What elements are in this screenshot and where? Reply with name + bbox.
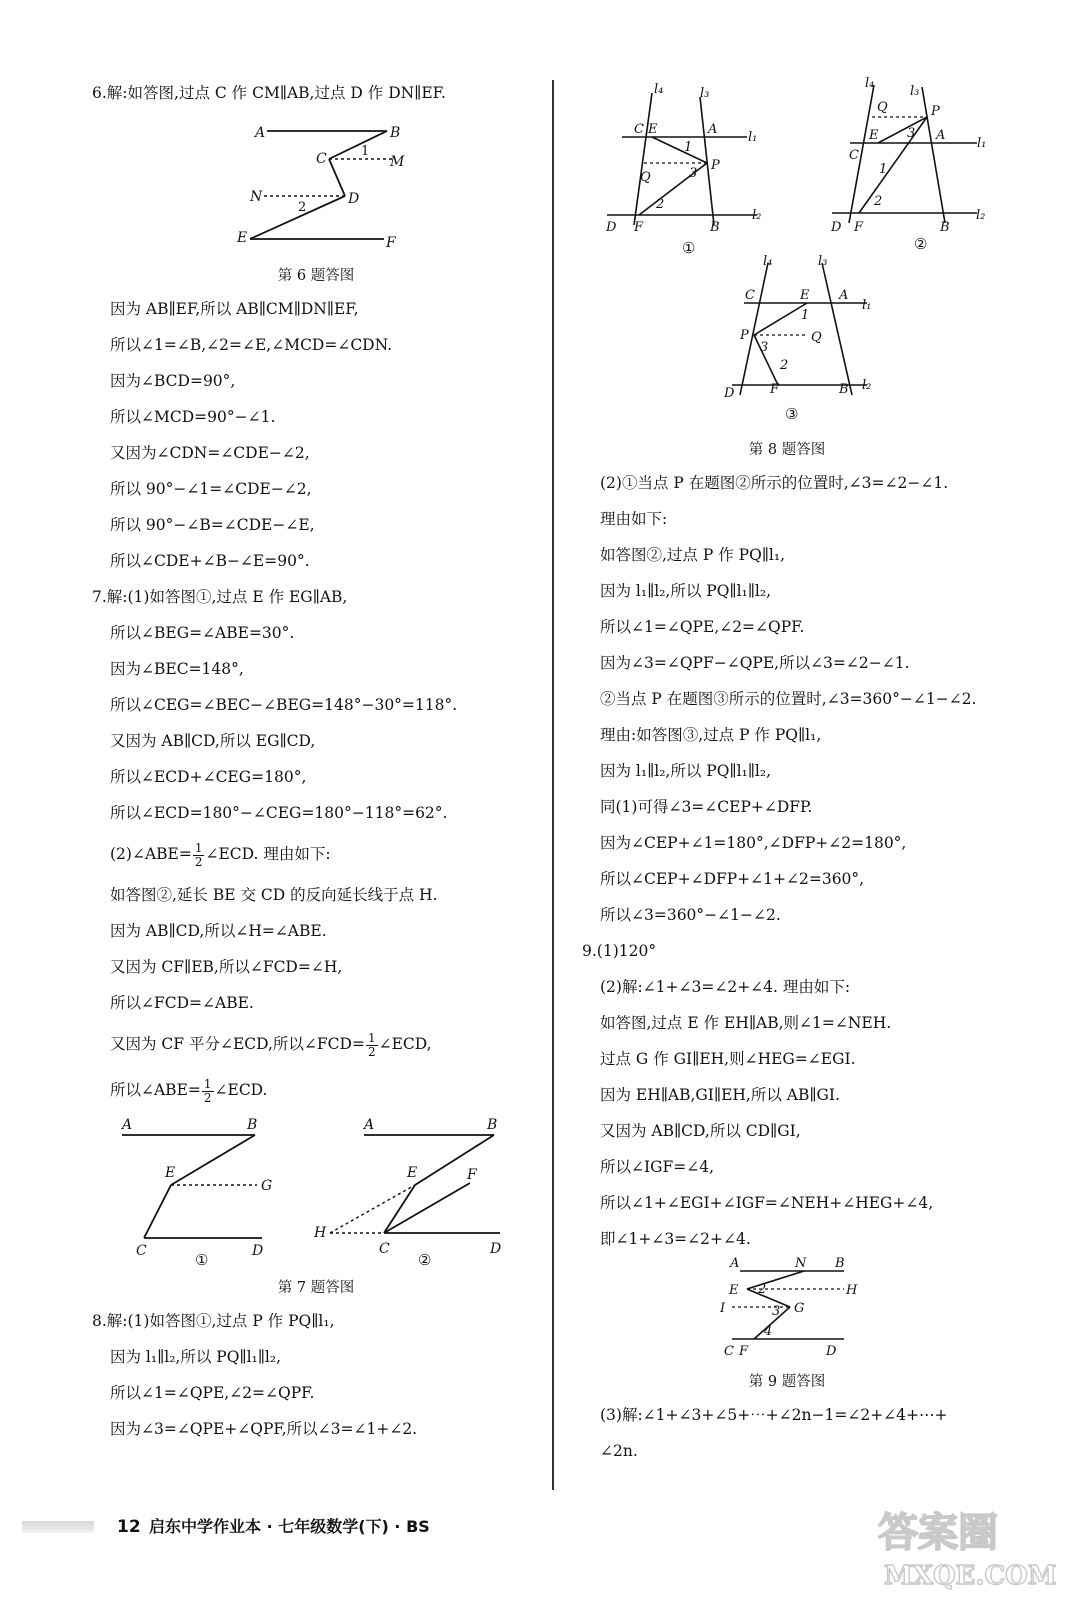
q8-fig1-label: 1 [684, 140, 693, 155]
q7-text: 又因为 CF 平分∠ECD,所以∠FCD= [110, 1035, 365, 1053]
q7-conclusion-line [92, 1067, 540, 1113]
q8-fig3-label: l₄ [763, 255, 773, 269]
q8-fig3-label: 2 [780, 358, 789, 373]
q6-figure [92, 111, 540, 261]
q7-line: 所以∠ECD+∠CEG=180°, [110, 768, 307, 786]
q8-fig1-label: F [634, 220, 644, 235]
q8-fig2-label: 2 [874, 194, 883, 209]
q7-fig2-label: B [487, 1117, 498, 1133]
q8-fig3-label: E [800, 288, 810, 303]
q8-line: 理由:如答图③,过点 P 作 PQ∥l₁, [600, 726, 822, 744]
q8-fig3-label: l₂ [862, 378, 872, 393]
q8-line: 因为∠CEP+∠1=180°,∠DFP+∠2=180°, [600, 834, 907, 852]
q8-fig3-label: C [745, 288, 755, 303]
q8-fig2-label: l₁ [977, 136, 987, 151]
q8-line: 所以∠CEP+∠DFP+∠1+∠2=360°, [600, 870, 865, 888]
q8-fig1-label: l₄ [654, 82, 664, 97]
q8-diagram-bottom [582, 255, 992, 435]
q9-label: I [720, 1301, 726, 1316]
q8-fig1-label: l₁ [748, 130, 758, 145]
q7-part2-line [92, 831, 540, 877]
q9-label: E [729, 1283, 739, 1298]
q9-label: A [730, 1257, 740, 1271]
q8-fig1-label: E [648, 122, 658, 137]
fraction-one-half [202, 1078, 214, 1105]
q7-figures [92, 1113, 540, 1273]
q7-line: 所以∠FCD=∠ABE. [110, 994, 254, 1012]
q8-line: 因为 l₁∥l₂,所以 PQ∥l₁∥l₂, [600, 762, 772, 780]
fraction-denominator: 2 [194, 854, 203, 869]
q7-text: ∠ECD. 理由如下: [205, 845, 331, 863]
q8-fig3-label: F [770, 382, 780, 397]
q9-line: 又因为 AB∥CD,所以 CD∥GI, [600, 1122, 801, 1140]
fraction-numerator: 1 [194, 840, 203, 855]
q8-line: 理由如下: [600, 510, 668, 528]
q9-line: 所以∠IGF=∠4, [600, 1158, 715, 1176]
q8-figures-top [582, 75, 992, 255]
q8-fig1-label: l₂ [752, 208, 762, 223]
q7-fig1-label: D [252, 1243, 264, 1259]
fraction-denominator: 2 [203, 1090, 212, 1105]
q9-label: B [835, 1257, 845, 1271]
q7-text: (2)∠ABE= [110, 845, 192, 863]
q8-line: 因为∠3=∠QPF−∠QPE,所以∠3=∠2−∠1. [600, 654, 910, 672]
q9-line: 因为 EH∥AB,GI∥EH,所以 AB∥GI. [600, 1086, 840, 1104]
q7-fig1-label: C [136, 1243, 147, 1259]
q8-line: 同(1)可得∠3=∠CEP+∠DFP. [600, 798, 813, 816]
q9-line: ∠2n. [600, 1442, 638, 1460]
q6-line: 所以 90°−∠B=∠CDE−∠E, [110, 516, 315, 534]
q7-fig2-label: A [364, 1117, 375, 1133]
fraction-denominator: 2 [367, 1044, 376, 1059]
q7-line: 所以∠ECD=180°−∠CEG=180°−118°=62°. [110, 804, 448, 822]
q7-fig2-label: F [467, 1167, 477, 1183]
fraction-numerator: 1 [367, 1030, 376, 1045]
left-column [92, 75, 540, 1447]
q8-fig3-label: l₃ [818, 255, 828, 269]
q6-line: 因为∠BCD=90°, [110, 372, 236, 390]
q9-label: N [795, 1257, 807, 1271]
q9-line: (3)解:∠1+∠3+∠5+⋯+∠2n−1=∠2+∠4+⋯+ [600, 1406, 948, 1424]
q9-caption: 第 9 题答图 [748, 1374, 826, 1390]
q6-label: A [255, 125, 266, 141]
q7-fig2-label: D [490, 1241, 502, 1257]
q8-fig1-label: 2 [656, 197, 665, 212]
watermark-top: 答案圈 [878, 1509, 998, 1556]
q8-caption: 第 8 题答图 [748, 442, 826, 458]
q9-line: 过点 G 作 GI∥EH,则∠HEG=∠EGI. [600, 1050, 856, 1068]
q6-label: M [390, 154, 405, 170]
q7-line: 所以∠CEG=∠BEC−∠BEG=148°−30°=118°. [110, 696, 458, 714]
q7-fig1-label: A [122, 1117, 133, 1133]
q8-fig2-label: 3 [907, 126, 916, 141]
q8-fig1-label: l₃ [700, 86, 710, 101]
q8-fig1-label: D [606, 220, 617, 235]
q7-fig2-label: E [407, 1165, 418, 1181]
q8-fig1-label: P [711, 158, 720, 173]
q8-fig1-tag: ① [682, 239, 696, 255]
q8-fig3-label: 1 [801, 308, 810, 323]
q8-fig2-label: Q [877, 100, 888, 115]
q8-fig3-label: D [724, 386, 735, 401]
q8-fig3-label: l₁ [862, 298, 872, 313]
q7-text: 所以∠ABE= [110, 1081, 201, 1099]
q7-text: ∠ECD, [378, 1035, 432, 1053]
watermark-logo [872, 1498, 1062, 1598]
q9-line: 所以∠1+∠EGI+∠IGF=∠NEH+∠HEG+∠4, [600, 1194, 934, 1212]
q6-label: E [237, 230, 248, 246]
q8-fig3-label: A [839, 288, 849, 303]
q7-fig2-tag: ② [418, 1251, 432, 1269]
q8-fig2-label: F [854, 220, 864, 235]
watermark-bottom: MXQE.COM [884, 1561, 1057, 1591]
q6-line: 所以∠CDE+∠B−∠E=90°. [110, 552, 310, 570]
q7-line: 又因为 CF∥EB,所以∠FCD=∠H, [110, 958, 343, 976]
q8-fig3-tag: ③ [785, 405, 799, 423]
q8-fig3-label: Q [811, 330, 822, 345]
q7-text: ∠ECD. [214, 1081, 268, 1099]
q7-fig1-tag: ① [195, 1251, 209, 1269]
q8-fig1-label: C [634, 122, 644, 137]
page-footer [22, 1512, 722, 1542]
q8-fig3-label: B [839, 382, 849, 397]
book-title: 启东中学作业本 · 七年级数学(下) · BS [149, 1517, 430, 1536]
q8-fig2-label: B [940, 220, 950, 235]
q9-label: 2 [758, 1282, 767, 1297]
q9-label: H [846, 1283, 858, 1298]
q8-line: (2)①当点 P 在题图②所示的位置时,∠3=∠2−∠1. [600, 474, 949, 492]
watermark-svg [872, 1498, 1062, 1598]
q6-label: B [390, 125, 401, 141]
q8-fig2-label: l₂ [976, 208, 986, 223]
q8-fig3-label: 3 [760, 340, 769, 355]
q8-line: 所以∠3=360°−∠1−∠2. [600, 906, 781, 924]
q7-line: 所以∠BEG=∠ABE=30°. [110, 624, 295, 642]
q9-label: G [794, 1301, 805, 1316]
q8-line: 如答图②,过点 P 作 PQ∥l₁, [600, 546, 786, 564]
q9-diagram [582, 1257, 992, 1367]
q8-fig2-label: D [831, 220, 842, 235]
q9-label: 4 [764, 1324, 773, 1339]
q7-line: 如答图②,延长 BE 交 CD 的反向延长线于点 H. [110, 886, 438, 904]
q8-line: 因为∠3=∠QPE+∠QPF,所以∠3=∠1+∠2. [110, 1420, 418, 1438]
q9-line: 即∠1+∠3=∠2+∠4. [600, 1230, 751, 1248]
q6-label: D [348, 191, 360, 207]
q8-fig2-label: l₄ [865, 76, 875, 91]
q8-figure-bottom [582, 255, 992, 435]
q9-label: C [724, 1344, 734, 1359]
q7-line: 7.解:(1)如答图①,过点 E 作 EG∥AB, [92, 588, 348, 606]
q6-line: 因为 AB∥EF,所以 AB∥CM∥DN∥EF, [110, 300, 359, 318]
q9-label: 3 [772, 1304, 781, 1319]
q8-fig3-label: P [740, 328, 749, 343]
q6-line: 又因为∠CDN=∠CDE−∠2, [110, 444, 310, 462]
q8-line: 8.解:(1)如答图①,过点 P 作 PQ∥l₁, [92, 1312, 335, 1330]
q7-fig2-label: H [314, 1225, 327, 1241]
q7-diagrams [92, 1113, 540, 1273]
q6-label: F [386, 235, 396, 251]
q9-label: D [826, 1344, 837, 1359]
q8-fig2-label: E [869, 128, 879, 143]
q8-line: 所以∠1=∠QPE,∠2=∠QPF. [600, 618, 805, 636]
q6-diagram [92, 111, 540, 261]
q8-fig2-label: l₃ [910, 84, 920, 99]
column-divider [552, 80, 554, 1490]
right-column [582, 75, 992, 1469]
q8-line: 因为 l₁∥l₂,所以 PQ∥l₁∥l₂, [600, 582, 772, 600]
q9-line: 9.(1)120° [582, 942, 657, 960]
q6-label: C [316, 151, 327, 167]
q8-line: 因为 l₁∥l₂,所以 PQ∥l₁∥l₂, [110, 1348, 282, 1366]
q7-line: 因为 AB∥CD,所以∠H=∠ABE. [110, 922, 327, 940]
q9-label: F [739, 1344, 749, 1359]
page-number: 12 [117, 1517, 141, 1537]
q8-fig2-label: 1 [879, 162, 888, 177]
q6-angle-label: 1 [361, 144, 370, 159]
q8-line: 所以∠1=∠QPE,∠2=∠QPF. [110, 1384, 315, 1402]
q7-caption: 第 7 题答图 [277, 1280, 355, 1296]
q6-line: 所以∠1=∠B,∠2=∠E,∠MCD=∠CDN. [110, 336, 393, 354]
q6-angle-label: 2 [298, 200, 307, 215]
q8-fig1-label: A [708, 122, 718, 137]
q8-fig2-tag: ② [914, 235, 928, 253]
q8-fig2-label: P [931, 104, 940, 119]
q7-line: 因为∠BEC=148°, [110, 660, 244, 678]
q9-line: (2)解:∠1+∠3=∠2+∠4. 理由如下: [600, 978, 851, 996]
q8-line: ②当点 P 在题图③所示的位置时,∠3=360°−∠1−∠2. [600, 690, 977, 708]
footer-bar [22, 1521, 94, 1533]
q7-line: 又因为 AB∥CD,所以 EG∥CD, [110, 732, 316, 750]
q9-figure [582, 1257, 992, 1367]
q8-diagrams-top [582, 75, 992, 255]
q7-fig2-label: C [379, 1241, 390, 1257]
q7-fig1-label: B [247, 1117, 258, 1133]
fraction-one-half [193, 842, 205, 869]
q8-fig1-label: Q [640, 170, 651, 185]
q7-fig1-label: E [165, 1165, 176, 1181]
q6-caption: 第 6 题答图 [277, 268, 355, 284]
q8-fig1-label: B [710, 220, 720, 235]
fraction-numerator: 1 [203, 1076, 212, 1091]
q7-fig1-label: G [261, 1178, 273, 1194]
q8-fig2-label: C [849, 148, 859, 163]
q8-fig2-label: A [936, 128, 946, 143]
q8-fig1-label: 3 [689, 166, 698, 181]
q6-line: 6.解:如答图,过点 C 作 CM∥AB,过点 D 作 DN∥EF. [92, 84, 446, 102]
q7-bisect-line [92, 1021, 540, 1067]
q9-line: 如答图,过点 E 作 EH∥AB,则∠1=∠NEH. [600, 1014, 892, 1032]
q6-line: 所以 90°−∠1=∠CDE−∠2, [110, 480, 312, 498]
fraction-one-half [366, 1032, 378, 1059]
q6-line: 所以∠MCD=90°−∠1. [110, 408, 276, 426]
q6-label: N [250, 189, 263, 205]
